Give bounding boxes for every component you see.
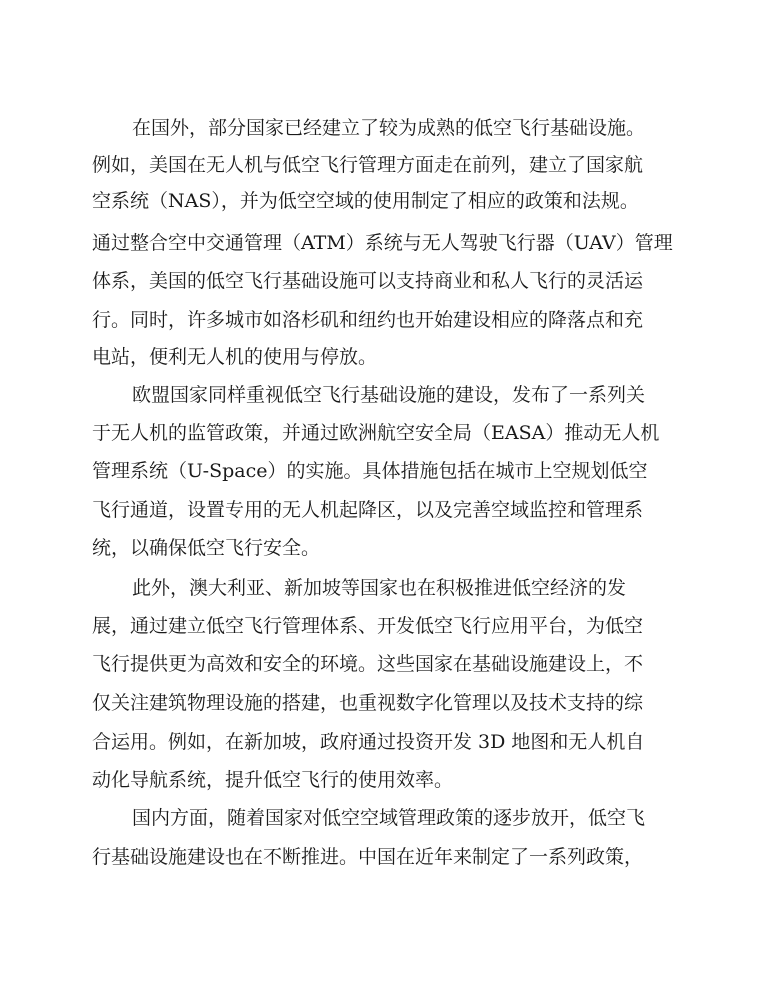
text-line: 通过整合空中交通管理（ATM）系统与无人驾驶飞行器（UAV）管理 [92, 232, 673, 254]
text-line: 行。同时，许多城市如洛杉矶和纽约也开始建设相应的降落点和充 [92, 309, 644, 331]
text-line: 动化导航系统，提升低空飞行的使用效率。 [92, 769, 454, 791]
text-line: 展，通过建立低空飞行管理体系、开发低空飞行应用平台，为低空 [92, 615, 644, 637]
text-line: 合运用。例如，在新加坡，政府通过投资开发 3D 地图和无人机自 [92, 731, 645, 753]
text-line: 管理系统（U-Space）的实施。具体措施包括在城市上空规划低空 [92, 460, 648, 482]
text-line: 电站，便利无人机的使用与停放。 [92, 346, 378, 368]
text-line: 统，以确保低空飞行安全。 [92, 537, 321, 559]
text-line: 国内方面，随着国家对低空空域管理政策的逐步放开，低空飞 [132, 807, 646, 829]
text-line: 欧盟国家同样重视低空飞行基础设施的建设，发布了一系列关 [132, 384, 646, 406]
text-line: 在国外，部分国家已经建立了较为成熟的低空飞行基础设施。 [132, 117, 646, 139]
text-line: 仅关注建筑物理设施的搭建，也重视数字化管理以及技术支持的综 [92, 692, 644, 714]
text-line: 例如，美国在无人机与低空飞行管理方面走在前列，建立了国家航 [92, 154, 644, 176]
text-line: 行基础设施建设也在不断推进。中国在近年来制定了一系列政策， [92, 846, 644, 868]
text-line: 空系统（NAS），并为低空空域的使用制定了相应的政策和法规。 [92, 190, 639, 212]
text-line: 此外，澳大利亚、新加坡等国家也在积极推进低空经济的发 [132, 577, 627, 599]
text-line: 飞行提供更为高效和安全的环境。这些国家在基础设施建设上，不 [92, 653, 644, 675]
text-line: 飞行通道，设置专用的无人机起降区，以及完善空域监控和管理系 [92, 499, 644, 521]
text-line: 体系，美国的低空飞行基础设施可以支持商业和私人飞行的灵活运 [92, 270, 644, 292]
text-line: 于无人机的监管政策，并通过欧洲航空安全局（EASA）推动无人机 [92, 422, 660, 444]
